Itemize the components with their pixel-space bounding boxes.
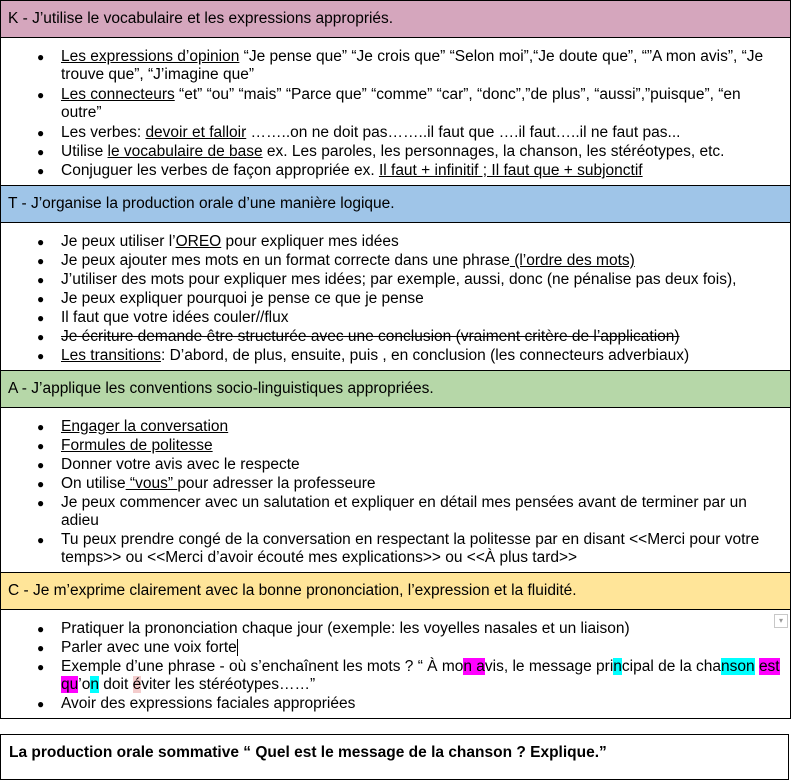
list-item-text: Il faut + infinitif ; Il faut que + subjonctif: [378, 162, 643, 179]
list-item: [61, 620, 780, 638]
list-item: [61, 531, 780, 567]
list-item-text: : D’abord, de plus, ensuite, puis , en conclusion (les connecteurs adverbiaux): [160, 347, 690, 364]
list-item: [61, 494, 780, 530]
list-item-text: vis, le message pri: [484, 658, 614, 675]
list-item-text: “et” “ou” “mais” “Parce que” “comme” “car”, “donc”,”de plus”, “aussi”,”puisque”, “en outre”: [61, 86, 741, 121]
section-a-body[interactable]: [1, 408, 791, 573]
list-item-text: Les connecteurs: [61, 86, 175, 103]
list-item: [61, 695, 780, 713]
list-item: [61, 252, 780, 270]
list-item-text: On utilise: [61, 475, 126, 492]
list-item: [61, 639, 780, 657]
list-item-text: Les verbes:: [61, 124, 146, 141]
section-c-header-row: [1, 573, 791, 610]
list-item: [61, 328, 780, 346]
list-item-text: OREO: [175, 233, 222, 250]
list-item-text: Les transitions: [61, 347, 161, 364]
list-item-text: Conjuguer les verbes de façon appropriée ex.: [61, 162, 379, 179]
section-a-body-row: [1, 408, 791, 573]
list-item-text: Il faut que votre idées couler//flux: [61, 309, 289, 326]
list-item-text: devoir et falloir: [145, 124, 247, 141]
section-k-body-row: [1, 38, 791, 186]
section-k-list: [1, 38, 790, 185]
highlight-pink: é: [132, 676, 142, 693]
list-item: [61, 418, 780, 436]
dropdown-arrow-icon[interactable]: ▾: [774, 614, 788, 628]
list-item: [61, 143, 780, 161]
section-a-header[interactable]: A - J’applique les conventions socio-linguistiques appropriées.: [1, 371, 791, 408]
list-item-text: Parler avec une voix forte: [61, 639, 237, 656]
list-item-text: “vous”: [125, 475, 178, 492]
section-t-header-row: [1, 186, 791, 223]
list-item-text: pour adresser la professeure: [177, 475, 376, 492]
list-item-text: viter les stéréotypes……”: [141, 676, 316, 693]
highlight-cyan: n: [613, 658, 622, 675]
list-item: [61, 290, 780, 308]
list-item-text: J’utiliser des mots pour expliquer mes idées; par exemple, aussi, donc (ne pénalise pas deux fois),: [61, 271, 737, 288]
list-item-text: Engager la conversation: [61, 418, 229, 435]
list-item-text: Je écriture demande être structurée avec une conclusion (vraiment critère de l’application): [61, 328, 680, 345]
section-t-body[interactable]: [1, 223, 791, 371]
list-item: [61, 437, 780, 455]
list-item: [61, 309, 780, 327]
section-k-body[interactable]: [1, 38, 791, 186]
list-item-text: Formules de politesse: [61, 437, 213, 454]
list-item-text: Pratiquer la prononciation chaque jour (exemple: les voyelles nasales et un liaison): [61, 620, 630, 637]
list-item-text: ex. Les paroles, les personnages, la chanson, les stéréotypes, etc.: [262, 143, 725, 160]
list-item-text: Les expressions d’opinion: [61, 48, 240, 65]
list-item: [61, 48, 780, 85]
list-item: [61, 124, 780, 142]
list-item: [61, 162, 780, 180]
list-item: [61, 271, 780, 289]
list-item: [61, 658, 780, 694]
list-item-text: Je peux ajouter mes mots en un format correcte dans une phrase: [61, 252, 510, 269]
list-item-text: Exemple d’une phrase - où s’enchaînent les mots ? “ À mo: [61, 658, 464, 675]
list-item-text: pour expliquer mes idées: [221, 233, 399, 250]
section-t-header[interactable]: T - J’organise la production orale d’une manière logique.: [1, 186, 791, 223]
list-item-text: cipal de la cha: [621, 658, 721, 675]
section-c-header[interactable]: C - Je m’exprime clairement avec la bonne prononciation, l’expression et la fluidité.: [1, 573, 791, 610]
list-item-text: Utilise: [61, 143, 108, 160]
section-c-body[interactable]: [1, 610, 791, 719]
section-t-list: [1, 223, 790, 370]
list-item: [61, 475, 780, 493]
highlight-magenta: est qu: [61, 658, 780, 693]
list-item-text: le vocabulaire de base: [107, 143, 263, 160]
list-item-text: Je peux utiliser l’: [61, 233, 176, 250]
section-c-list: [1, 610, 790, 718]
list-item-text: ……..on ne doit pas……..il faut que ….il faut…..il ne faut pas...: [246, 124, 681, 141]
section-k-header-row: [1, 1, 791, 38]
list-item-text: “Je pense que” “Je crois que” “Selon moi”,“Je doute que”, “”A mon avis”, “Je trouve que”, “J’imagine que”: [61, 48, 764, 83]
list-item: [61, 233, 780, 251]
list-item-text: doit: [98, 676, 133, 693]
section-k-header[interactable]: K - J’utilise le vocabulaire et les expressions appropriés.: [1, 1, 791, 38]
highlight-magenta: n a: [463, 658, 485, 675]
list-item-text: Je peux commencer avec un salutation et expliquer en détail mes pensées avant de terminer par un adieu: [61, 494, 747, 529]
section-t-body-row: [1, 223, 791, 371]
list-item-text: (l’ordre des mots): [509, 252, 635, 269]
highlight-cyan: n: [90, 676, 99, 693]
highlight-cyan: nson: [721, 658, 755, 675]
section-a-list: [1, 408, 790, 572]
section-c-body-row: [1, 610, 791, 719]
list-item-text: Tu peux prendre congé de la conversation en respectant la politesse par en disant <<Merci pour votre temps>> ou <<Merci d’avoir écouté mes explications>> ou <<À plus tard>>: [61, 531, 760, 566]
list-item: [61, 86, 780, 123]
list-item-text: Donner votre avis avec le respecte: [61, 456, 300, 473]
list-item-text: Avoir des expressions faciales appropriées: [61, 695, 356, 712]
list-item-text: Je peux expliquer pourquoi je pense ce que je pense: [61, 290, 424, 307]
summative-title[interactable]: La production orale sommative “ Quel est le message de la chanson ? Explique.”: [0, 734, 789, 780]
section-a-header-row: [1, 371, 791, 408]
list-item: [61, 347, 780, 365]
list-item: [61, 456, 780, 474]
list-item-text: ’o: [78, 676, 91, 693]
